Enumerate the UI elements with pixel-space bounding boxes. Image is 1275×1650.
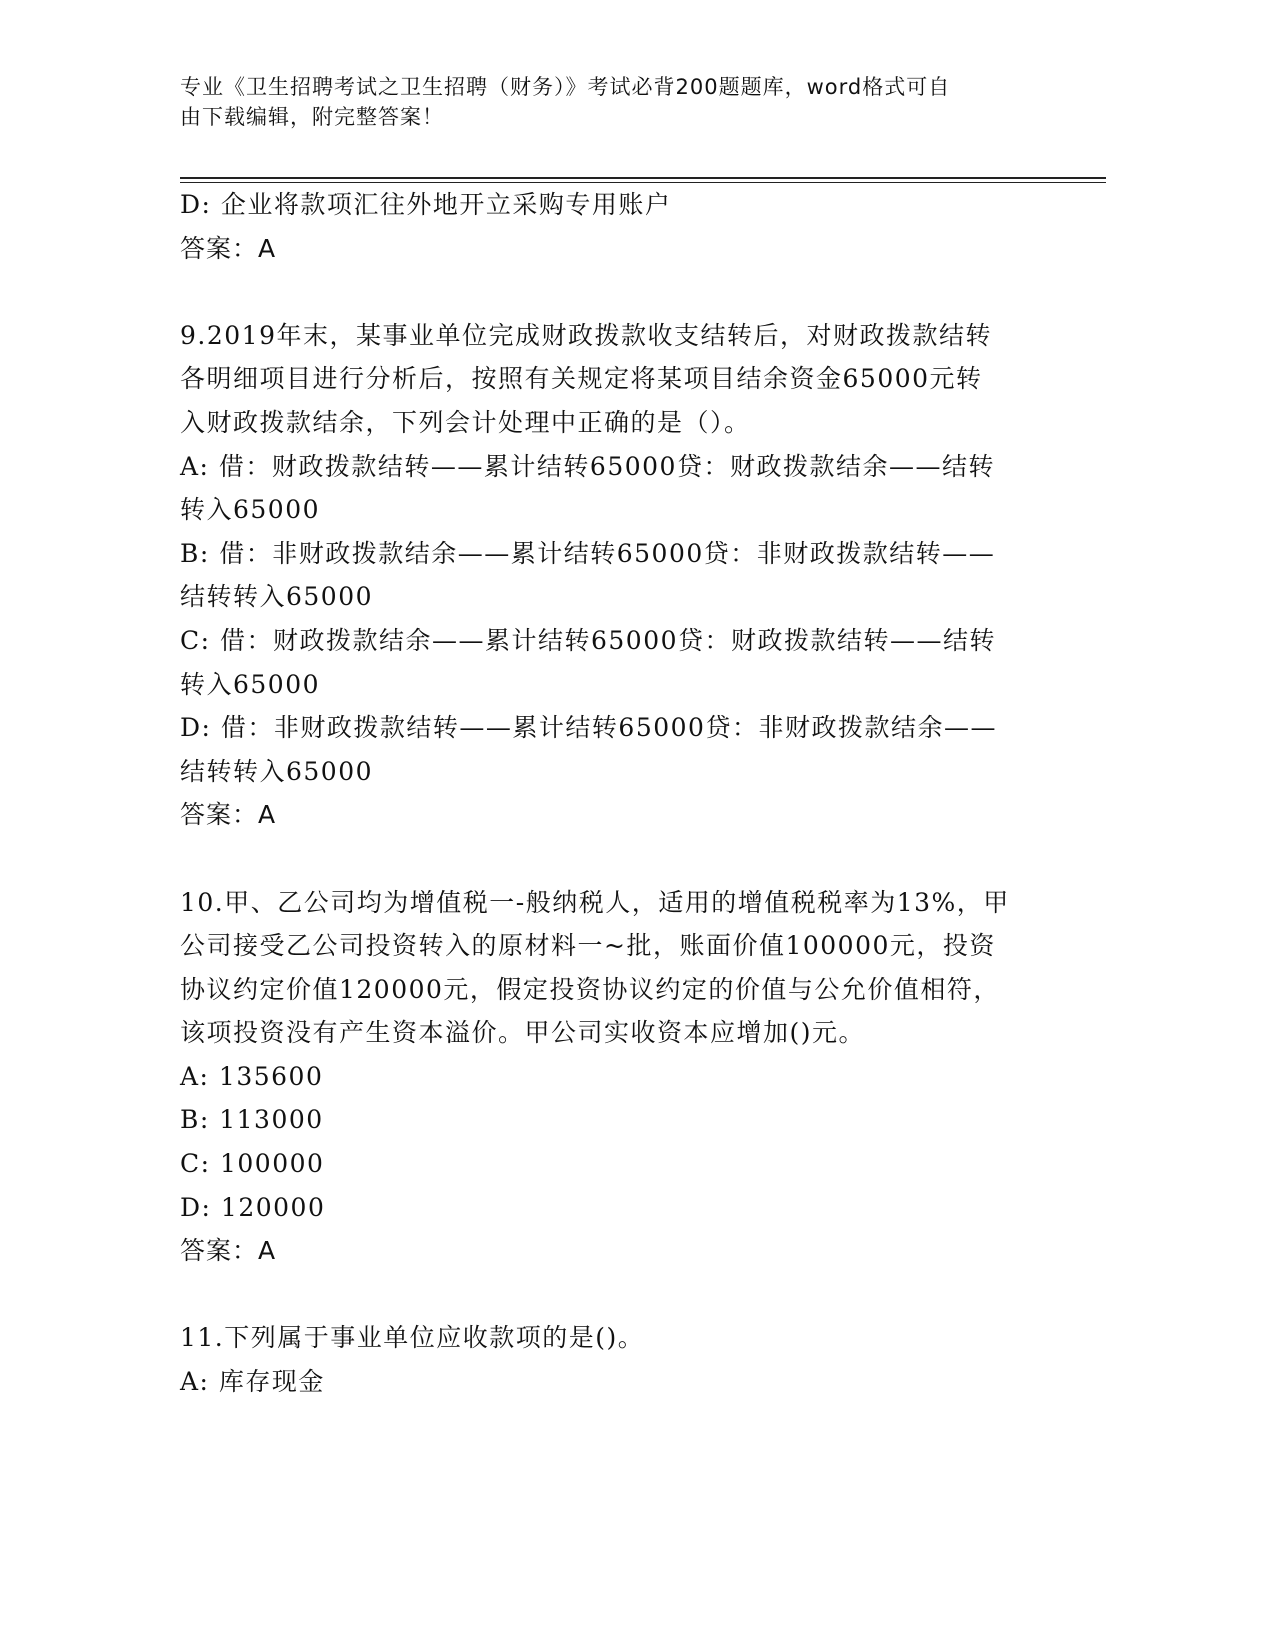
q10-answer: 答案：A bbox=[180, 1236, 277, 1266]
q9-stem-line: 9.2019年末，某事业单位完成财政拨款收支结转后，对财政拨款结转 bbox=[180, 320, 992, 350]
q10-stem-line: 公司接受乙公司投资转入的原材料一~批，账面价值100000元，投资 bbox=[180, 931, 996, 961]
page-header bbox=[180, 72, 1040, 132]
q9-answer: 答案：A bbox=[180, 800, 277, 830]
spacer bbox=[180, 837, 1040, 881]
q11-stem: 11.下列属于事业单位应收款项的是()。 bbox=[180, 1323, 645, 1353]
q9-option-c-line-1: C: 借：财政拨款结余——累计结转65000贷：财政拨款结转——结转 bbox=[180, 625, 997, 655]
q9-stem-line: 各明细项目进行分析后，按照有关规定将某项目结余资金65000元转 bbox=[180, 364, 983, 394]
q9-option-a-line-1: A: 借：财政拨款结转——累计结转65000贷：财政拨款结余——结转 bbox=[180, 451, 995, 481]
q9-stem-line: 入财政拨款结余，下列会计处理中正确的是（）。 bbox=[180, 407, 751, 437]
q10-option-c: C: 100000 bbox=[180, 1149, 325, 1179]
q10-stem-line: 该项投资没有产生资本溢价。甲公司实收资本应增加()元。 bbox=[180, 1018, 866, 1048]
question-10 bbox=[180, 881, 1040, 1273]
q9-option-d-line-2: 结转转入65000 bbox=[180, 756, 374, 786]
question-9 bbox=[180, 314, 1040, 837]
q9-option-a-line-2: 转入65000 bbox=[180, 495, 321, 525]
q9-option-b-line-2: 结转转入65000 bbox=[180, 582, 374, 612]
prev-answer: 答案：A bbox=[180, 233, 277, 263]
q9-option-c-line-2: 转入65000 bbox=[180, 669, 321, 699]
q10-option-a: A: 135600 bbox=[180, 1061, 324, 1091]
header-line-1: 专业《卫生招聘考试之卫生招聘（财务）》考试必背200题题库，word格式可自 bbox=[180, 75, 951, 99]
prev-option-d: D: 企业将款项汇往外地开立采购专用账户 bbox=[180, 190, 672, 219]
spacer bbox=[180, 270, 1040, 314]
q10-stem-line: 协议约定价值120000元，假定投资协议约定的价值与公允价值相符， bbox=[180, 974, 1000, 1004]
q10-option-d: D: 120000 bbox=[180, 1192, 326, 1222]
spacer bbox=[180, 1273, 1040, 1317]
q9-option-d-line-1: D: 借：非财政拨款结转——累计结转65000贷：非财政拨款结余—— bbox=[180, 713, 997, 743]
header-rule-thick bbox=[180, 177, 1106, 179]
question-11 bbox=[180, 1316, 1040, 1403]
document-body bbox=[180, 183, 1040, 1404]
q11-option-a: A: 库存现金 bbox=[180, 1367, 325, 1397]
q9-option-b-line-1: B: 借：非财政拨款结余——累计结转65000贷：非财政拨款结转—— bbox=[180, 538, 996, 568]
q10-stem-line: 10.甲、乙公司均为增值税一-般纳税人，适用的增值税税率为13%，甲 bbox=[180, 887, 1010, 917]
header-line-2: 由下载编辑，附完整答案！ bbox=[180, 105, 444, 129]
q10-option-b: B: 113000 bbox=[180, 1105, 324, 1135]
